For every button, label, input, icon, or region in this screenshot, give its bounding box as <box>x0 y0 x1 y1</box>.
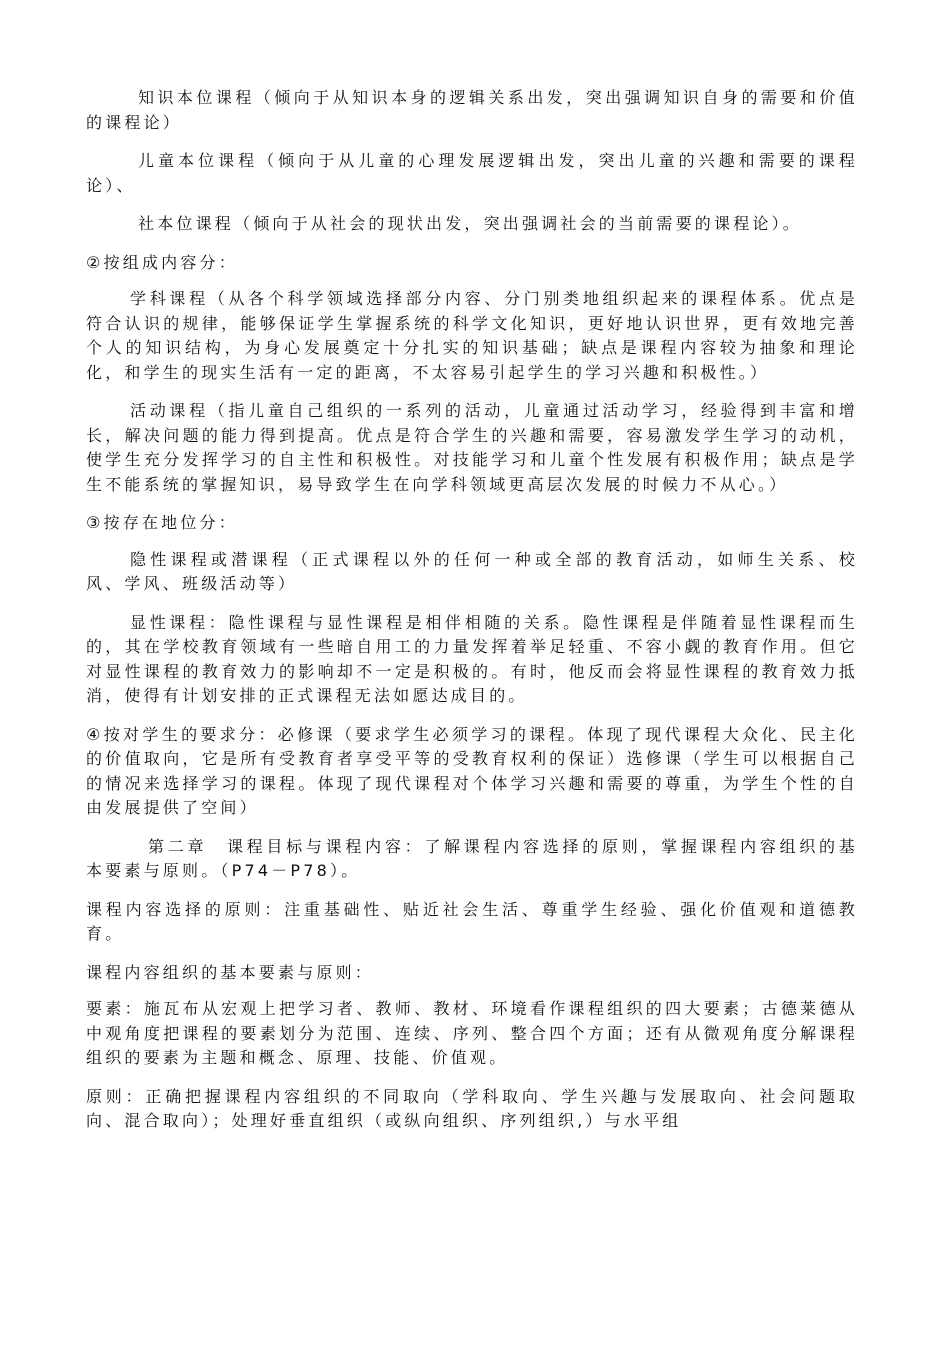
paragraph-elements: 要素：施瓦布从宏观上把学习者、教师、教材、环境看作课程组织的四大要素；古德莱德从中观角度把课程的要素划分为范围、连续、序列、整合四个方面；还有从微观角度分解课程组织的要素为主题和概念、原理、技能、价值观。 <box>86 999 858 1067</box>
heading-by-status: ③按存在地位分： <box>86 513 238 532</box>
chapter-two-heading: 第二章 课程目标与课程内容：了解课程内容选择的原则，掌握课程内容组织的基本要素与原则。（P74－P78）。 <box>86 836 858 880</box>
paragraph-required-elective: ④按对学生的要求分：必修课（要求学生必须学习的课程。体现了现代课程大众化、民主化的价值取向，它是所有受教育者享受平等的受教育权利的保证）选修课（学生可以根据自己的情况来选择学习的课程。体现了现代课程对个体学习兴趣和需要的尊重，为学生个性的自由发展提供了空间） <box>86 724 858 817</box>
heading-by-content: ②按组成内容分： <box>86 252 238 272</box>
heading-organization-elements: 课程内容组织的基本要素与原则： <box>86 962 375 982</box>
paragraph-selection-principles: 课程内容选择的原则：注重基础性、贴近社会生活、尊重学生经验、强化价值观和道德教育。 <box>86 899 858 943</box>
paragraph-child-based-curriculum: 儿童本位课程（倾向于从儿童的心理发展逻辑出发，突出儿童的兴趣和需要的课程论）、 <box>86 151 858 195</box>
paragraph-hidden-curriculum: 隐性课程或潜课程（正式课程以外的任何一种或全部的教育活动，如师生关系、校风、学风、班级活动等） <box>86 549 858 593</box>
paragraph-society-based-curriculum: 社本位课程（倾向于从社会的现状出发，突出强调社会的当前需要的课程论）。 <box>138 214 803 233</box>
document-page <box>86 86 858 1148</box>
paragraph-explicit-curriculum: 显性课程：隐性课程与显性课程是相伴相随的关系。隐性课程是伴随着显性课程而生的，其在学校教育领域有一些暗自用工的力量发挥着举足轻重、不容小觑的教育作用。但它对显性课程的教育效力的影响却不一定是积极的。有时，他反而会将显性课程的教育效力抵消，使得有计划安排的正式课程无法如愿达成目的。 <box>86 612 858 705</box>
paragraph-activity-curriculum: 活动课程（指儿童自己组织的一系列的活动，儿童通过活动学习，经验得到丰富和增长，解决问题的能力得到提高。优点是符合学生的兴趣和需要，容易激发学生学习的动机，使学生充分发挥学习的自主性和积极性。对技能学习和儿童个性发展有积极作用；缺点是学生不能系统的掌握知识，易导致学生在向学科领域更高层次发展的时候力不从心。） <box>86 401 858 494</box>
paragraph-subject-curriculum: 学科课程（从各个科学领域选择部分内容、分门别类地组织起来的课程体系。优点是符合认识的规律，能够保证学生掌握系统的科学文化知识，更好地认识世界，更有效地完善个人的知识结构，为身心发展奠定十分扎实的知识基础；缺点是课程内容较为抽象和理论化，和学生的现实生活有一定的距离，不太容易引起学生的学习兴趣和积极性。） <box>86 289 858 382</box>
paragraph-knowledge-based-curriculum: 知识本位课程（倾向于从知识本身的逻辑关系出发，突出强调知识自身的需要和价值的课程论） <box>86 88 858 132</box>
paragraph-principles: 原则：正确把握课程内容组织的不同取向（学科取向、学生兴趣与发展取向、社会问题取向、混合取向）；处理好垂直组织（或纵向组织、序列组织,）与水平组 <box>86 1086 858 1130</box>
